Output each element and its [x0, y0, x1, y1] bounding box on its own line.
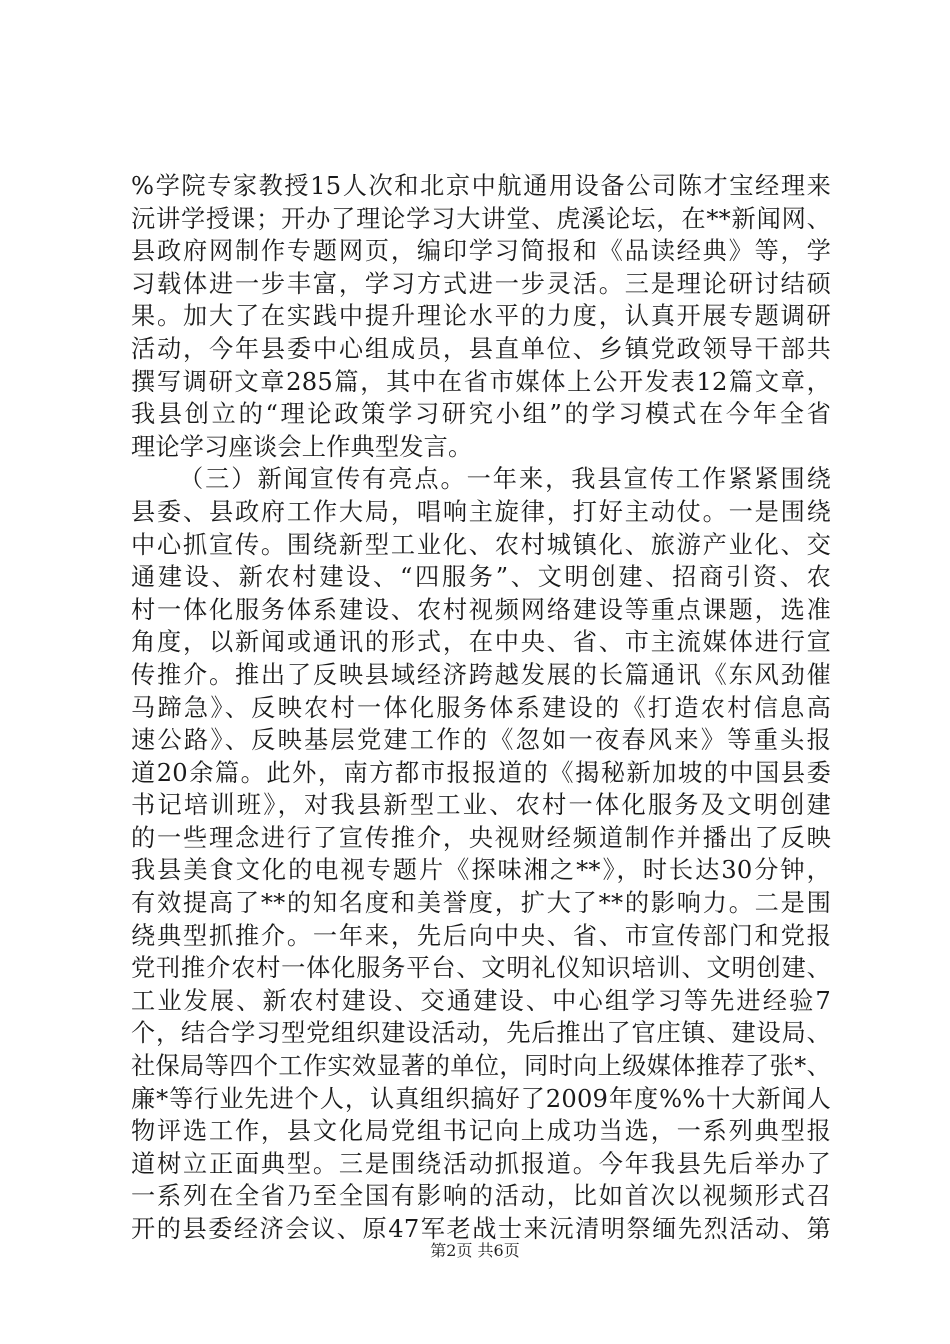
- text-line: 我县创立的“理论政策学习研究小组”的学习模式在今年全省: [131, 400, 831, 429]
- text-line: 的一些理念进行了宣传推介，央视财经频道制作并播出了反映: [131, 823, 831, 852]
- text-line: 中心抓宣传。围绕新型工业化、农村城镇化、旅游产业化、交: [131, 530, 831, 559]
- text-line: 个，结合学习型党组织建设活动，先后推出了官庄镇、建设局、: [131, 1019, 831, 1048]
- section-heading-line: （三）新闻宣传有亮点。一年来，我县宣传工作紧紧围绕: [179, 465, 831, 494]
- text-line: 书记培训班》，对我县新型工业、农村一体化服务及文明创建: [131, 791, 831, 820]
- text-line: 速公路》、反映基层党建工作的《忽如一夜春风来》等重头报: [131, 726, 831, 755]
- text-line: 传推介。推出了反映县域经济跨越发展的长篇通讯《东风劲催: [131, 660, 831, 689]
- text-line: 绕典型抓推介。一年来，先后向中央、省、市宣传部门和党报: [131, 921, 831, 950]
- text-line: 社保局等四个工作实效显著的单位，同时向上级媒体推荐了张*、: [131, 1052, 831, 1081]
- text-line: 有效提高了**的知名度和美誉度，扩大了**的影响力。二是围: [131, 889, 831, 918]
- text-line: 道20余篇。此外，南方都市报报道的《揭秘新加坡的中国县委: [131, 758, 831, 787]
- body-text: [131, 170, 831, 1246]
- text-line: 撰写调研文章285篇，其中在省市媒体上公开发表12篇文章，: [131, 367, 831, 396]
- text-line: 县委、县政府工作大局，唱响主旋律，打好主动仗。一是围绕: [131, 497, 831, 526]
- text-line: %学院专家教授15人次和北京中航通用设备公司陈才宝经理来: [131, 172, 831, 200]
- text-line: 县政府网制作专题网页，编印学习简报和《品读经典》等，学: [131, 237, 831, 266]
- text-line: 廉*等行业先进个人，认真组织搞好了2009年度%%十大新闻人: [131, 1084, 831, 1113]
- text-line: 活动，今年县委中心组成员，县直单位、乡镇党政领导干部共: [131, 334, 831, 363]
- text-line: 开的县委经济会议、原47军老战士来沅清明祭缅先烈活动、第: [131, 1215, 831, 1243]
- text-line: 道树立正面典型。三是围绕活动抓报道。今年我县先后举办了: [131, 1149, 831, 1178]
- text-line: 村一体化服务体系建设、农村视频网络建设等重点课题，选准: [131, 595, 831, 624]
- text-line: 马蹄急》、反映农村一体化服务体系建设的《打造农村信息高: [131, 693, 831, 722]
- text-line: 党刊推介农村一体化服务平台、文明礼仪知识培训、文明创建、: [131, 954, 831, 983]
- text-line: 物评选工作，县文化局党组书记向上成功当选，一系列典型报: [131, 1117, 831, 1146]
- text-line: 工业发展、新农村建设、交通建设、中心组学习等先进经验7: [131, 986, 831, 1015]
- text-line: 我县美食文化的电视专题片《探味湘之**》，时长达30分钟，: [131, 856, 831, 885]
- text-line: 通建设、新农村建设、“四服务”、文明创建、招商引资、农: [131, 563, 831, 592]
- text-line: 角度，以新闻或通讯的形式，在中央、省、市主流媒体进行宣: [131, 628, 831, 657]
- page-footer: 第2页 共6页: [430, 1241, 520, 1260]
- text-line: 沅讲学授课；开办了理论学习大讲堂、虎溪论坛，在**新闻网、: [131, 204, 831, 233]
- text-line: 理论学习座谈会上作典型发言。: [131, 432, 473, 461]
- text-line: 习载体进一步丰富，学习方式进一步灵活。三是理论研讨结硕: [131, 269, 831, 298]
- text-line: 一系列在全省乃至全国有影响的活动，比如首次以视频形式召: [131, 1182, 831, 1211]
- text-line: 果。加大了在实践中提升理论水平的力度，认真开展专题调研: [131, 302, 831, 331]
